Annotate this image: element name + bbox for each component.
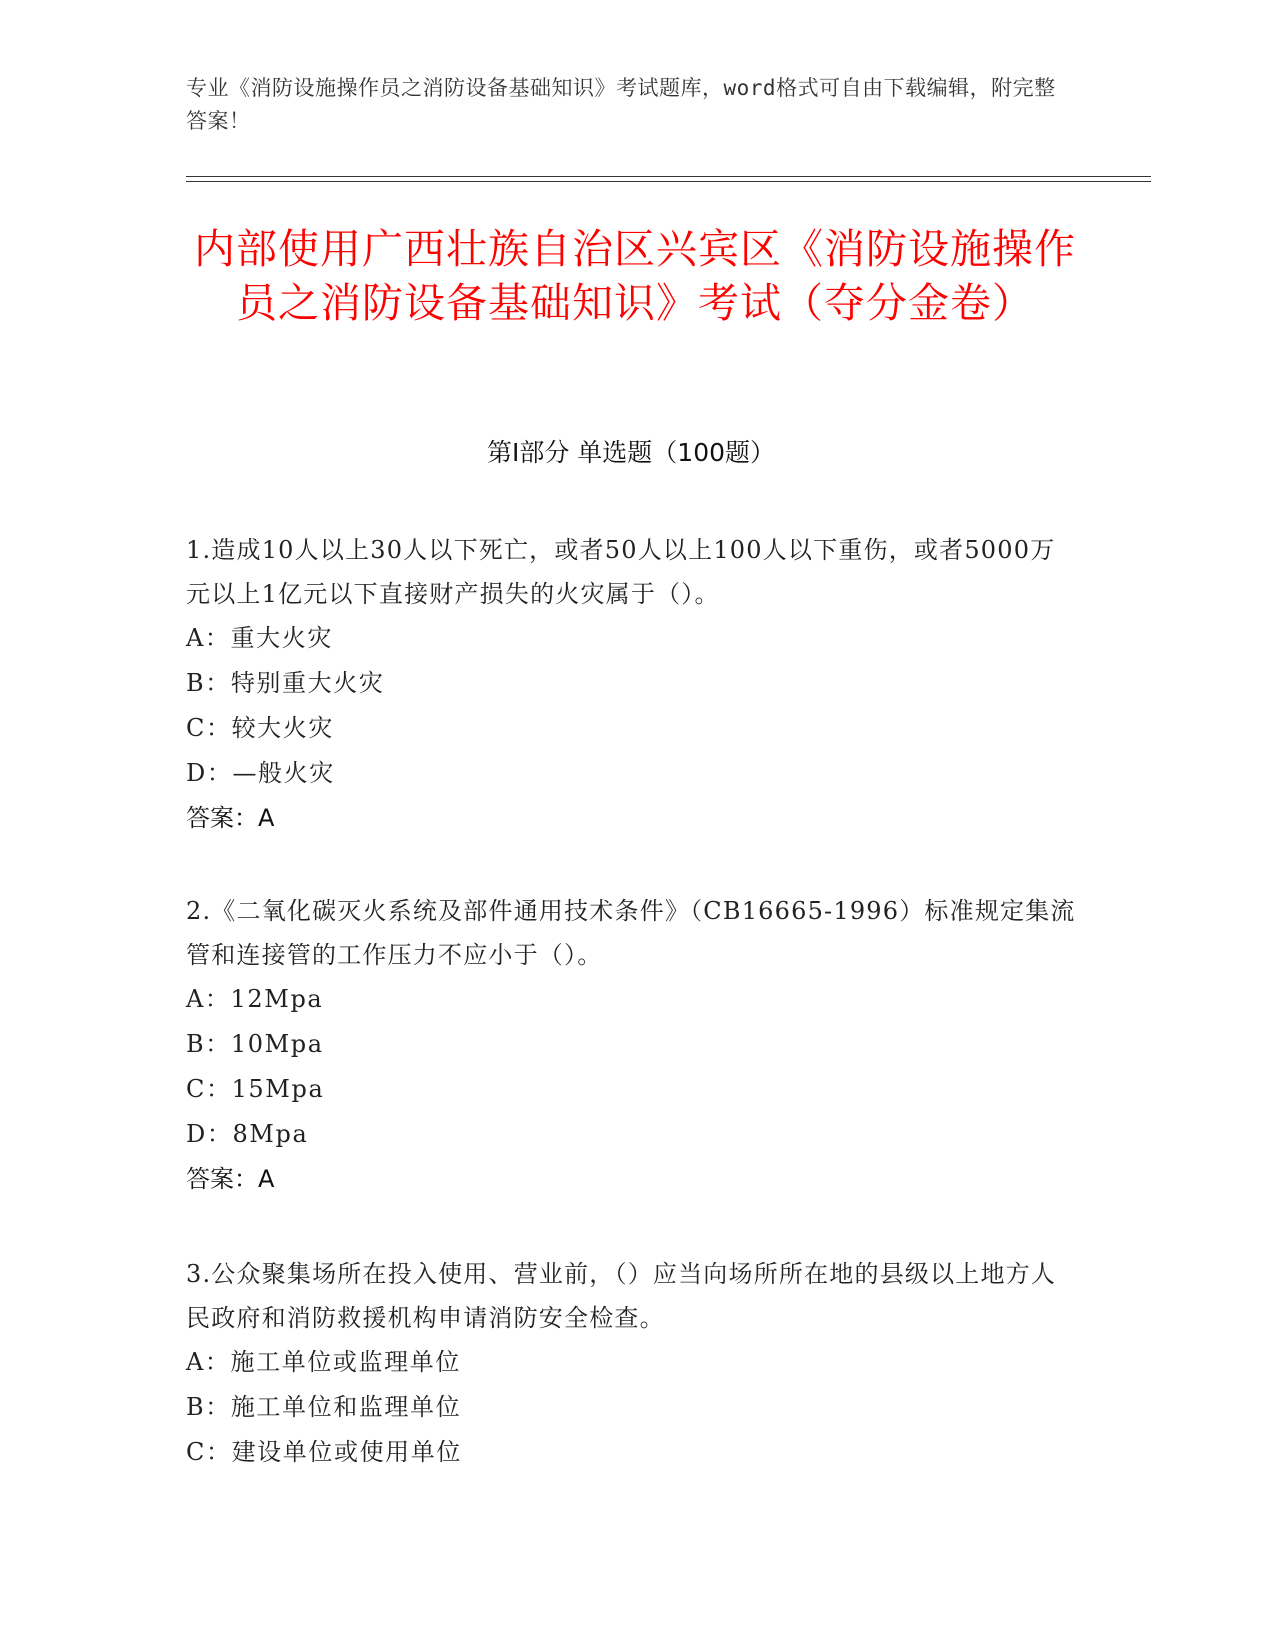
option-a: A：重大火灾 [186,624,333,652]
answer: 答案：A [186,1165,275,1193]
question-3 [186,1252,1076,1475]
option-a: A：12Mpa [186,985,324,1013]
section-title: 第Ⅰ部分 单选题（100题） [486,438,776,467]
answer: 答案：A [186,804,275,832]
option-c: C：建设单位或使用单位 [186,1438,462,1466]
header-note: 专业《消防设施操作员之消防设备基础知识》考试题库，word格式可自由下载编辑，附完整答案！ [186,76,1056,133]
question-1 [186,528,1076,841]
option-b: B：特别重大火灾 [186,669,385,697]
option-d: D：—般火灾 [186,759,335,787]
header-divider-top [186,176,1151,177]
option-b: B：施工单位和监理单位 [186,1393,462,1421]
question-stem: 3.公众聚集场所在投入使用、营业前，（）应当向场所所在地的县级以上地方人民政府和消防救援机构申请消防安全检查。 [186,1260,1057,1332]
option-c: C：较大火灾 [186,714,334,742]
question-stem: 1.造成10人以上30人以下死亡，或者50人以上100人以下重伤，或者5000万元以上1亿元以下直接财产损失的火灾属于（）。 [186,536,1056,608]
option-b: B：10Mpa [186,1030,324,1058]
document-title: 内部使用广西壮族自治区兴宾区《消防设施操作员之消防设备基础知识》考试（夺分金卷） [194,225,1076,327]
option-d: D：8Mpa [186,1120,309,1148]
header-divider-bottom [186,181,1151,182]
question-stem: 2.《二氧化碳灭火系统及部件通用技术条件》（CB16665-1996）标准规定集流管和连接管的工作压力不应小于（）。 [186,897,1076,969]
question-2 [186,889,1076,1202]
option-a: A：施工单位或监理单位 [186,1348,461,1376]
option-c: C：15Mpa [186,1075,325,1103]
